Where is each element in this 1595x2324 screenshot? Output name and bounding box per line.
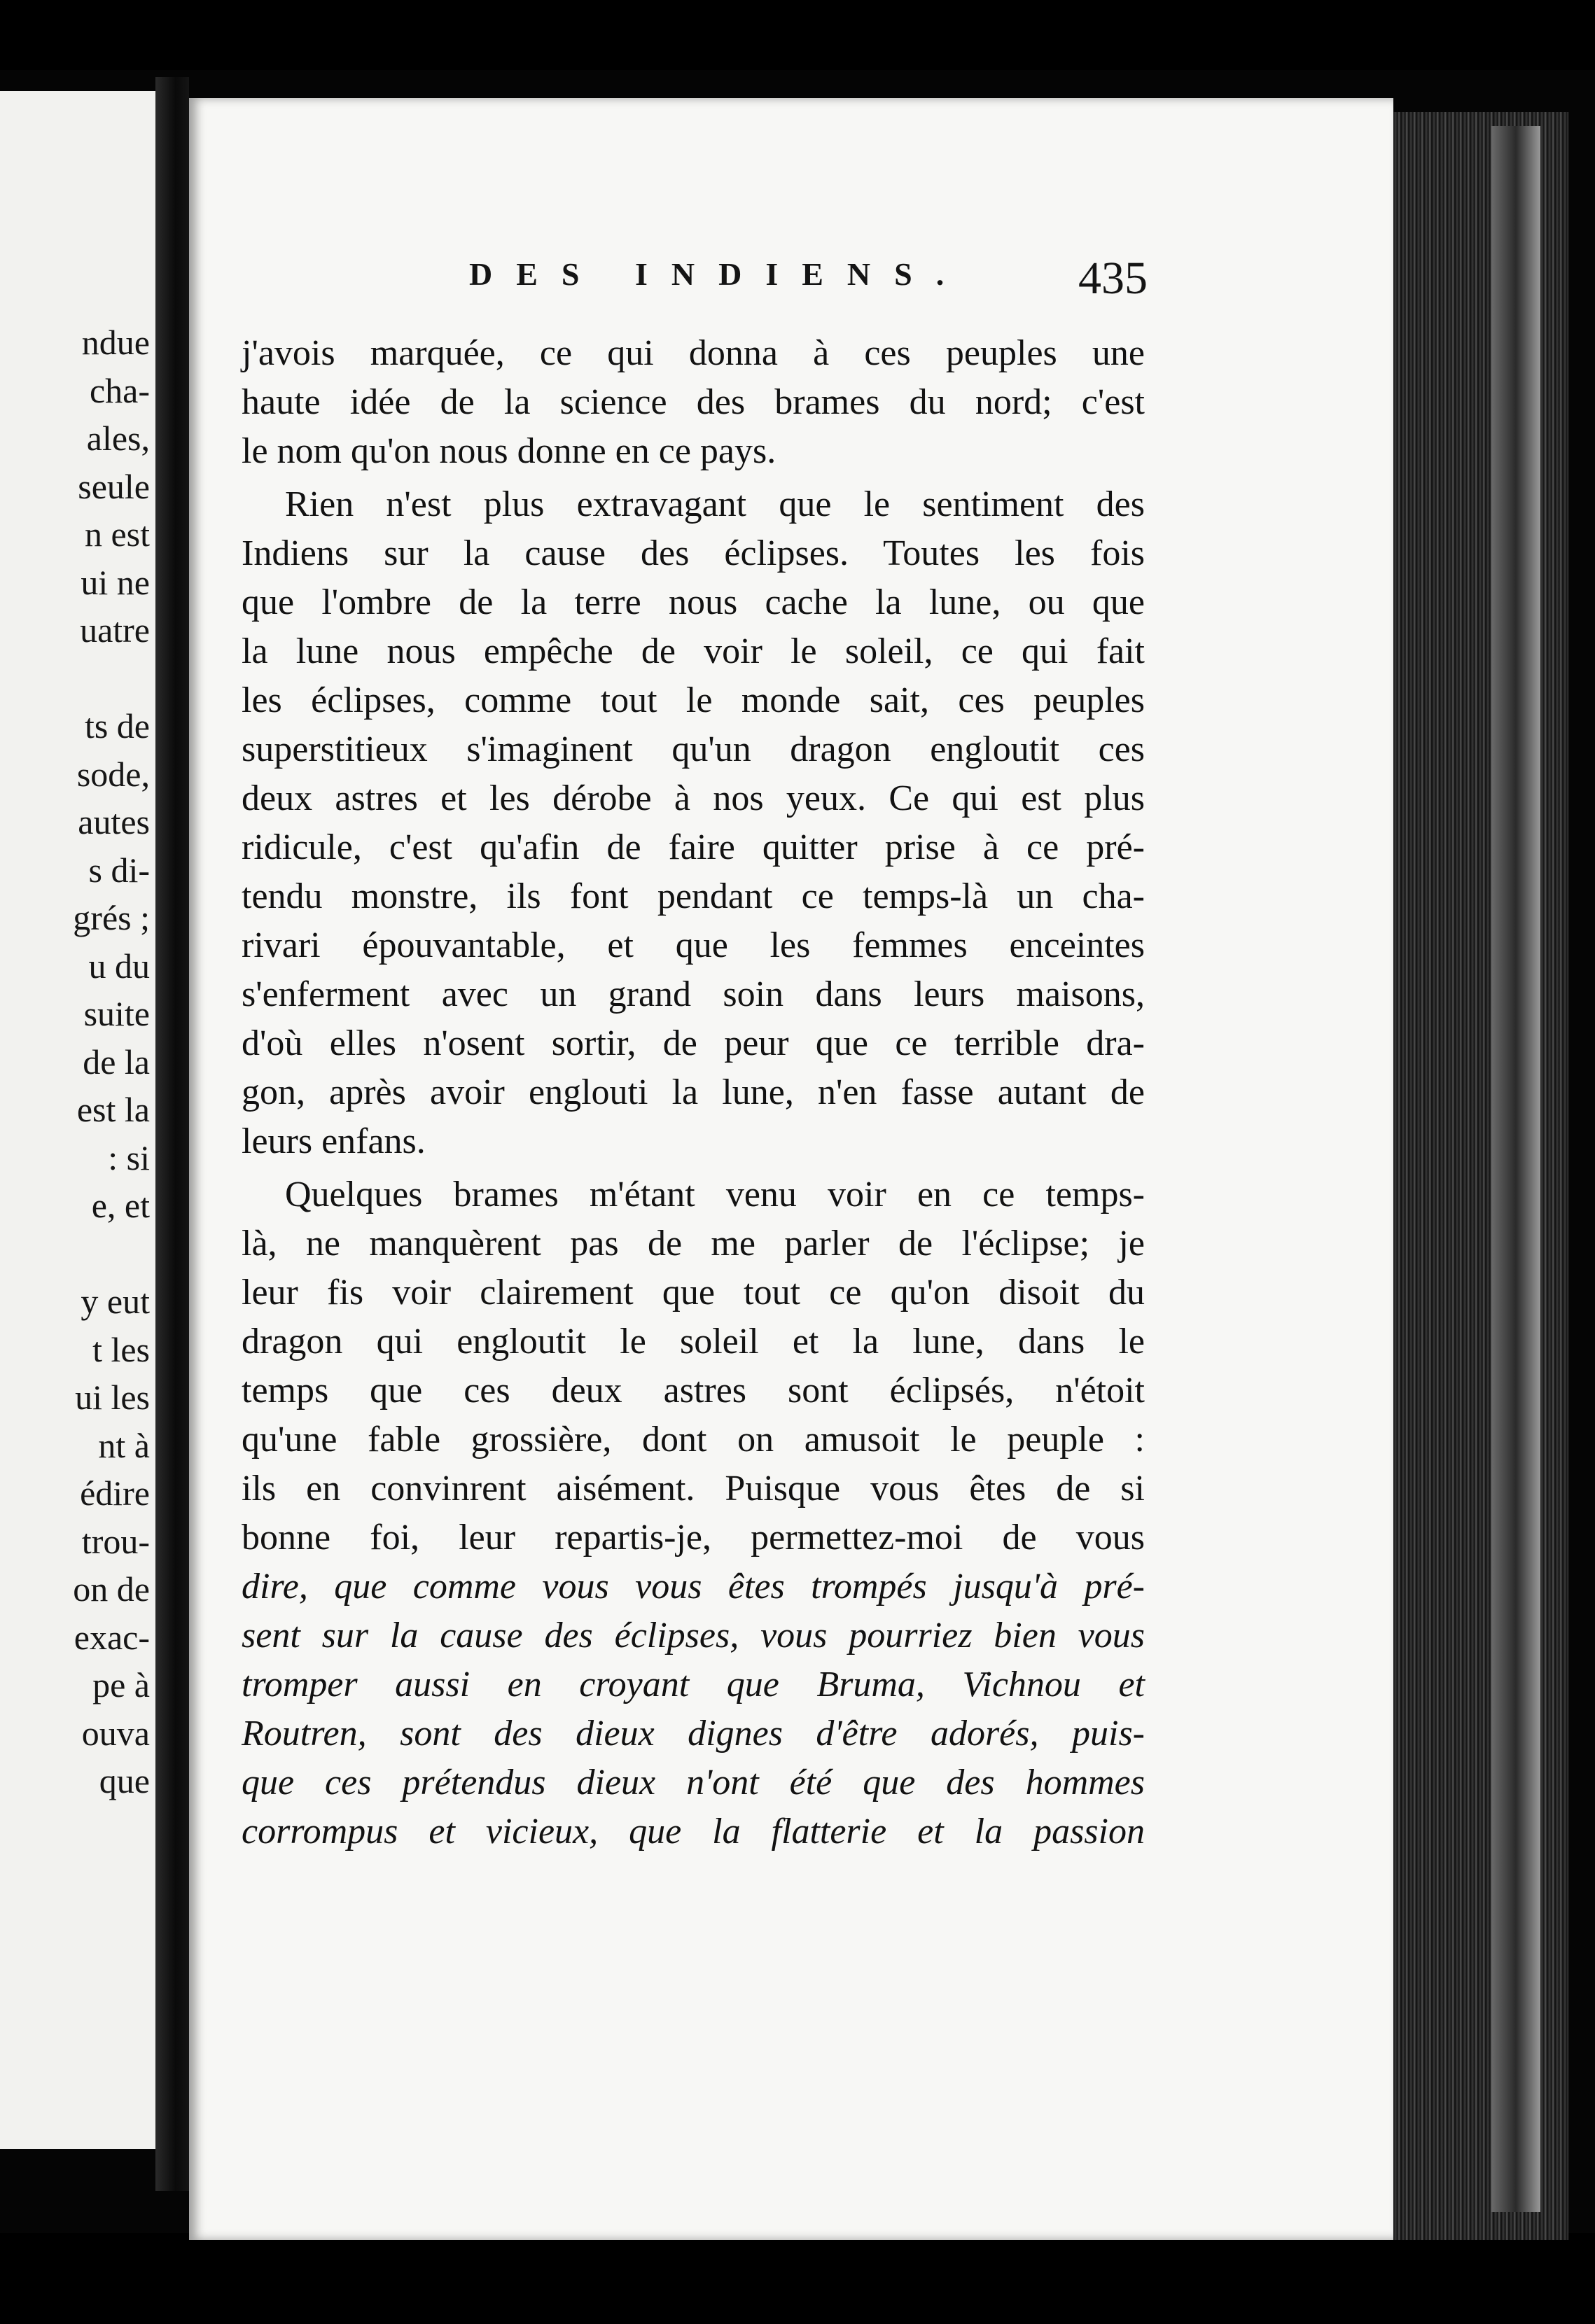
text-line: haute idée de la science des brames du nord; c'est <box>242 382 1145 422</box>
left-page-line: est la <box>76 1090 150 1129</box>
left-page-line: : si <box>108 1138 150 1177</box>
left-page-line: trou- <box>81 1521 150 1561</box>
text-line: tendu monstre, ils font pendant ce temps-là un cha- <box>242 876 1145 916</box>
page-block-edges <box>1393 112 1568 2240</box>
page-block-highlight <box>1491 126 1540 2212</box>
left-page-line: y eut <box>81 1282 150 1321</box>
left-page-line: seule <box>78 466 150 506</box>
left-page-line: s di- <box>88 850 150 890</box>
text-line: dire, que comme vous vous êtes trompés jusqu'à pré- <box>242 1567 1145 1606</box>
text-line: superstitieux s'imaginent qu'un dragon engloutit ces <box>242 729 1145 769</box>
text-line: sent sur la cause des éclipses, vous pourriez bien vous <box>242 1616 1145 1656</box>
text-line: tromper aussi en croyant que Bruma, Vichnou et <box>242 1665 1145 1704</box>
text-line: ils en convinrent aisément. Puisque vous êtes de si <box>242 1469 1145 1508</box>
left-page-line: n est <box>84 514 150 554</box>
text-line: là, ne manquèrent pas de me parler de l'éclipse; je <box>242 1224 1145 1264</box>
paragraph <box>242 1170 1145 1856</box>
left-page-line: on de <box>73 1569 150 1609</box>
left-page-line: autes <box>78 802 150 841</box>
text-line: Indiens sur la cause des éclipses. Toutes les fois <box>242 533 1145 573</box>
text-line: leur fis voir clairement que tout ce qu'on disoit du <box>242 1273 1145 1312</box>
text-line: que ces prétendus dieux n'ont été que des hommes <box>242 1763 1145 1802</box>
left-page-line: ui les <box>75 1378 150 1417</box>
book-gutter <box>155 77 189 2191</box>
text-line: s'enferment avec un grand soin dans leurs maisons, <box>242 974 1145 1014</box>
text-line: bonne foi, leur repartis-je, permettez-moi de vous <box>242 1518 1145 1558</box>
left-page-line: ui ne <box>81 562 150 602</box>
text-line: Routren, sont des dieux dignes d'être adorés, puis- <box>242 1714 1145 1754</box>
text-line: ridicule, c'est qu'afin de faire quitter prise à ce pré- <box>242 827 1145 867</box>
body-text <box>242 329 1145 1856</box>
running-head: DES INDIENS. <box>469 256 968 292</box>
left-page-line: ales, <box>86 419 150 458</box>
text-line: qu'une fable grossière, dont on amusoit le peuple : <box>242 1420 1145 1460</box>
text-line: leurs enfans. <box>242 1121 426 1161</box>
left-page-line: édire <box>80 1474 150 1513</box>
text-line: deux astres et les dérobe à nos yeux. Ce qui est plus <box>242 778 1145 818</box>
text-line: gon, après avoir englouti la lune, n'en fasse autant de <box>242 1072 1145 1112</box>
scan-bottom-border <box>0 2233 1595 2324</box>
left-page-line: ndue <box>81 323 150 362</box>
left-page-line: suite <box>83 994 150 1033</box>
left-page-line: ouva <box>81 1713 150 1753</box>
left-page-line: exac- <box>74 1617 150 1657</box>
text-line: rivari épouvantable, et que les femmes enceintes <box>242 925 1145 965</box>
left-page-line: grés ; <box>73 898 150 937</box>
left-page-line: t les <box>92 1329 150 1369</box>
left-page-line: uatre <box>80 610 150 650</box>
left-page-line: que <box>99 1761 150 1800</box>
text-line: dragon qui engloutit le soleil et la lune, dans le <box>242 1322 1145 1362</box>
left-page-line: e, et <box>91 1186 150 1225</box>
text-line: Rien n'est plus extravagant que le sentiment des <box>285 484 1145 524</box>
left-page-line: cha- <box>89 370 150 410</box>
left-page-line: pe à <box>92 1665 150 1704</box>
text-line: temps que ces deux astres sont éclipsés, n'étoit <box>242 1371 1145 1410</box>
left-page-edge <box>0 91 155 2149</box>
text-line: les éclipses, comme tout le monde sait, ces peuples <box>242 680 1145 720</box>
text-line: j'avois marquée, ce qui donna à ces peuples une <box>242 333 1145 373</box>
text-line: le nom qu'on nous donne en ce pays. <box>242 431 776 471</box>
text-line: corrompus et vicieux, que la flatterie et la passion <box>242 1812 1145 1851</box>
left-page-line: u du <box>88 946 150 986</box>
text-line: Quelques brames m'étant venu voir en ce temps- <box>285 1175 1145 1214</box>
scan-top-border <box>0 0 1595 70</box>
paragraph <box>242 329 1145 476</box>
page-number: 435 <box>1078 253 1148 304</box>
text-line: que l'ombre de la terre nous cache la lune, ou que <box>242 582 1145 622</box>
paragraph <box>242 480 1145 1166</box>
left-page-line: nt à <box>98 1425 150 1465</box>
text-line: d'où elles n'osent sortir, de peur que ce terrible dra- <box>242 1023 1145 1063</box>
left-page-line: de la <box>83 1042 150 1082</box>
left-page-line: sode, <box>76 754 150 794</box>
text-line: la lune nous empêche de voir le soleil, ce qui fait <box>242 631 1145 671</box>
left-page-line: ts de <box>84 706 150 746</box>
